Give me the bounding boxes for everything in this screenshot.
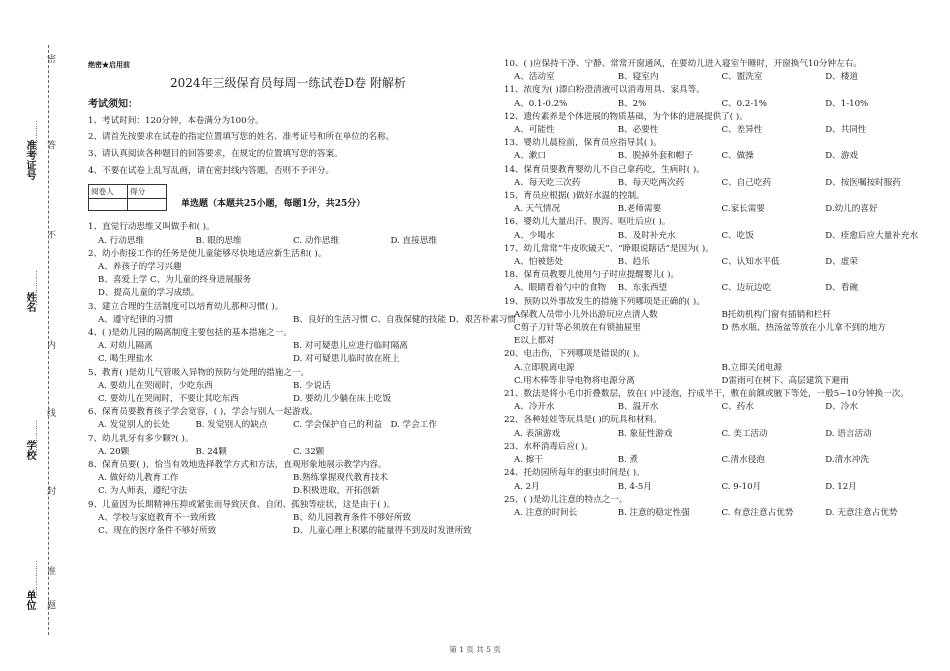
name-field[interactable]: …………… <box>34 270 43 305</box>
answer-option[interactable]: A保教人员带小儿外出游玩应点清人数 <box>514 309 658 320</box>
question-options <box>504 362 929 388</box>
answer-option <box>722 335 930 348</box>
seal-word-da: 答 <box>45 140 55 149</box>
answer-option[interactable]: C剪子刀针等必须放在有锁抽屉里 <box>514 323 641 334</box>
question-options <box>504 309 929 349</box>
answer-option[interactable]: C. 32颗 <box>293 446 325 457</box>
question-options <box>504 71 929 84</box>
question-text: 17、幼儿常常“牛皮吹破天”、“睁眼说瞎话”是因为( )。 <box>504 243 714 254</box>
section-title: 单选题（本题共25小题，每题1分，共25分） <box>181 199 366 210</box>
answer-option[interactable]: D. 对可疑患儿临时放在班上 <box>293 354 400 365</box>
question-text: 8、保育员要( )，恰当有效地选择教学方式和方法，直观形象地展示教学内容。 <box>88 460 387 471</box>
answer-option[interactable]: A. 表演游戏 <box>514 428 561 439</box>
answer-option[interactable]: B、喜爱上学 C、为儿童的终身进展服务 <box>98 275 252 286</box>
answer-option[interactable]: A、每天吃三次药 <box>514 177 581 188</box>
answer-option[interactable]: C. 为人师表，遵纪守法 <box>98 486 188 497</box>
answer-option[interactable]: D、游戏 <box>825 151 858 162</box>
question-text: 11、浓度为( )漂白粉澄清液可以消毒用具、家具等。 <box>504 85 705 96</box>
question-text: 12、遗传素养是个体进展的物质基础，为个体的进展提供了( )。 <box>504 111 748 122</box>
answer-option[interactable]: B、及时补充水 <box>617 230 676 241</box>
seal-word-bu: 不 <box>45 230 55 239</box>
answer-option[interactable]: A、眼睛看着勺中的食物 <box>514 283 607 294</box>
note-item: 3、请认真阅读各种题目的回答要求，在规定的位置填写您的答案。 <box>88 149 343 160</box>
answer-option[interactable]: D. 12月 <box>825 481 857 492</box>
question-text: 4、( )是幼儿园的隔离制度主要包括的基本措施之一。 <box>88 328 292 339</box>
answer-option[interactable]: A、学校与家庭教育不一致所致 <box>98 512 216 523</box>
binding-margin <box>0 0 80 671</box>
question-options <box>504 230 929 243</box>
answer-option[interactable]: B、2% <box>617 98 647 109</box>
answer-option[interactable]: C、边玩边吃 <box>721 283 772 294</box>
seal-word-ti: 题 <box>45 600 55 609</box>
answer-option[interactable]: C. 有意注意占优势 <box>721 507 794 518</box>
answer-option[interactable]: A、养孩子的学习兴趣 <box>98 262 182 273</box>
answer-option[interactable]: B. 4-5月 <box>617 481 652 492</box>
question-options <box>88 419 488 432</box>
answer-option[interactable]: B、温开水 <box>617 402 659 413</box>
question-options <box>88 340 488 366</box>
answer-option[interactable]: C、0.2-1% <box>721 98 767 109</box>
notes-heading: 考试须知： <box>88 99 138 111</box>
question-text: 20、电击伤，下列哪项是错误的( )。 <box>504 349 645 360</box>
answer-option[interactable]: A. 2月 <box>514 481 540 492</box>
question-text: 3、建立合理的生活制度可以培育幼儿那种习惯( )。 <box>88 301 284 312</box>
answer-option[interactable]: C.清水侵泡 <box>721 455 765 466</box>
answer-option[interactable]: C、现在的医疗条件不够好所致 <box>98 526 217 537</box>
questions-right <box>504 58 929 520</box>
answer-option[interactable]: B. 对可疑患儿应进行临时隔离 <box>293 341 408 352</box>
answer-option[interactable]: A. 对幼儿隔离 <box>98 341 153 352</box>
answer-option[interactable]: A、0.1-0.2% <box>514 98 568 109</box>
answer-option[interactable]: A. 要幼儿在哭闹时，少吃东西 <box>98 380 213 391</box>
answer-option[interactable]: B、趋乐 <box>617 257 650 268</box>
school-label: 学校 <box>24 440 35 460</box>
question-options <box>504 507 929 520</box>
answer-option[interactable]: B.立即关闭电源 <box>721 362 783 373</box>
school-field[interactable]: …………… <box>34 420 43 455</box>
answer-option[interactable]: B. 发觉别人的缺点 <box>195 420 268 431</box>
answer-option[interactable]: A. 天气情况 <box>514 204 561 215</box>
question-options <box>504 401 929 414</box>
question-text: 15、育员应根据( )做好水温的控制。 <box>504 191 645 202</box>
question-text: 16、婴幼儿大量出汗、腹泻、呕吐后应( )。 <box>504 217 671 228</box>
seal-word-nei: 内 <box>45 340 55 349</box>
question-text: 5、教育( )是幼儿气管吸入异物的预防与处理的措施之一。 <box>88 367 310 378</box>
question-text: 24、托幼园所每年的驱虫时间是( )。 <box>504 468 645 479</box>
reviewer-cell[interactable] <box>89 199 128 211</box>
page-footer: 第 1 页 共 5 页 <box>449 645 501 654</box>
question-text: 18、保育员教婴儿使用勺子时应提醒婴儿( )。 <box>504 270 680 281</box>
answer-option[interactable]: D、提高儿童的学习成绩。 <box>98 288 200 299</box>
answer-option[interactable]: D.积极进取，开拓创新 <box>293 486 380 497</box>
answer-option[interactable]: C. 美工活动 <box>721 428 768 439</box>
question-text: 2、幼小衔接工作的任务是使儿童能够尽快地适应新生活和( )。 <box>88 248 327 259</box>
answer-option[interactable]: C. 学会保护自己的利益 <box>293 420 383 431</box>
note-item: 4、不要在试卷上乱写乱画，请在密封线内答题，否则不予评分。 <box>88 166 335 176</box>
answer-option[interactable]: C.用木棒等非导电物将电源分离 <box>514 375 635 386</box>
question-text: 14、保育员要教育婴幼儿不自己拿药吃，生病时( )。 <box>504 164 705 175</box>
question-text: 7、幼儿乳牙有多少颗?( )。 <box>88 433 194 444</box>
note-item: 2、请首先按要求在试卷的指定位置填写您的姓名、准考证号和所在单位的名称。 <box>88 132 395 143</box>
answer-option[interactable]: A、活动室 <box>514 72 555 83</box>
answer-option[interactable]: D、1-10% <box>825 98 869 109</box>
question-options <box>504 203 929 216</box>
answer-option[interactable]: C. 喝生理盐水 <box>98 354 153 365</box>
answer-option[interactable]: B.老师需要 <box>617 204 662 215</box>
answer-option[interactable]: A、怕被惩处 <box>514 257 564 268</box>
answer-option[interactable]: B、必要性 <box>617 125 659 136</box>
question-text: 1、直觉行动思维又叫做手和( )。 <box>88 222 215 233</box>
answer-option[interactable]: D. 直接思维 <box>390 235 437 246</box>
answer-option[interactable]: D、按医嘱按时服药 <box>825 177 901 188</box>
notes-list <box>88 115 488 179</box>
question-options <box>504 98 929 111</box>
seal-word-mi: 密 <box>45 54 55 63</box>
question-text: 21、数法是将小毛巾折叠数层，放在( )中浸泡，拧成半干，敷在前额或腋下等处，一般5~10分钟换一次。 <box>504 389 909 400</box>
answer-option[interactable]: D. 无意注意占优势 <box>825 507 898 518</box>
unit-field[interactable]: …………… <box>34 560 43 595</box>
question-options <box>504 481 929 494</box>
seal-word-zhun: 准 <box>45 566 55 575</box>
answer-option[interactable]: A、漱口 <box>514 151 546 162</box>
answer-option[interactable]: D、虚荣 <box>825 257 858 268</box>
answer-option[interactable]: B. 象征性游戏 <box>617 428 673 439</box>
answer-option[interactable]: D.清水冲洗 <box>825 455 869 466</box>
answer-option[interactable]: C.家长需要 <box>721 204 765 215</box>
answer-option[interactable]: C、做操 <box>721 151 754 162</box>
question-options <box>88 261 488 301</box>
answer-option[interactable]: C、认知水平低 <box>721 257 780 268</box>
answer-option[interactable]: A. 做好幼儿教育工作 <box>98 473 179 484</box>
exam-title: 2024年三级保育员每周一练试卷D卷 附解析 <box>170 76 406 91</box>
answer-option[interactable]: D. 学会工作 <box>390 420 437 431</box>
seal-word-xian: 线 <box>45 408 55 417</box>
question-options <box>504 428 929 441</box>
question-text: 25、( )是幼儿注意的特点之一。 <box>504 494 628 505</box>
answer-option[interactable]: D. 要幼儿少躺在床上吃饭 <box>293 394 391 405</box>
answer-option[interactable]: B、每天吃两次药 <box>617 177 685 188</box>
name-label: 姓名 <box>24 292 35 312</box>
answer-option[interactable]: B. 注意的稳定性强 <box>617 507 690 518</box>
answer-option[interactable]: E以上都对 <box>514 336 555 347</box>
answer-option[interactable]: B. 煮 <box>617 455 639 466</box>
answer-option[interactable]: A. 行动思维 <box>98 235 145 246</box>
left-column <box>88 58 516 538</box>
answer-option[interactable]: C. 动作思维 <box>293 235 340 246</box>
question-options <box>504 454 929 467</box>
answer-option[interactable]: C、药水 <box>721 402 754 413</box>
answer-option[interactable]: D、痊愈后应大量补充水 <box>825 230 919 241</box>
answer-option[interactable]: B. 少说话 <box>293 380 331 391</box>
answer-option[interactable]: D、楼道 <box>825 72 858 83</box>
answer-option[interactable]: A. 注意的时间长 <box>514 507 578 518</box>
answer-option[interactable]: A. 擦干 <box>514 455 543 466</box>
question-text: 19、预防以外事故发生的措施下列哪项是正确的( )。 <box>504 296 705 307</box>
question-options <box>504 282 929 295</box>
question-options <box>88 512 488 538</box>
answer-option[interactable]: A、可能性 <box>514 125 555 136</box>
question-options <box>504 177 929 190</box>
questions-left <box>88 221 516 538</box>
answer-option[interactable]: D、共同性 <box>825 125 867 136</box>
answer-option[interactable]: D 热水瓶、热汤盆等放在小儿拿不到的地方 <box>721 323 886 334</box>
answer-option[interactable]: B、良好的生活习惯 C、自我保健的技能 D、艰苦朴素习惯 <box>293 314 516 325</box>
unit-label: 单位 <box>24 590 35 610</box>
question-options <box>88 472 488 498</box>
answer-option[interactable]: C、吃饭 <box>721 230 754 241</box>
answer-option[interactable]: D、看碗 <box>825 283 858 294</box>
question-options <box>504 256 929 269</box>
question-options <box>504 124 929 137</box>
answer-option[interactable]: D雷雨可在树下、高层建筑下避雨 <box>721 375 849 386</box>
question-options <box>88 314 516 327</box>
question-options <box>88 380 488 406</box>
secret-mark: 绝密★启用前 <box>88 60 130 69</box>
answer-option <box>391 446 489 459</box>
answer-option[interactable]: D、儿童心理上积累的能量得不到及时发泄所致 <box>293 526 472 537</box>
answer-option[interactable]: A. 发觉别人的长处 <box>98 420 170 431</box>
answer-option[interactable]: B. 眼的思维 <box>195 235 242 246</box>
question-options <box>88 235 488 248</box>
answer-option[interactable]: D.幼儿的喜好 <box>825 204 878 215</box>
admission-number-label: 准考证号 <box>24 140 35 180</box>
question-text: 22、各种娃娃等玩具是( )的玩具和材料。 <box>504 415 662 426</box>
answer-option[interactable]: A、少喝水 <box>514 230 555 241</box>
answer-option[interactable]: C、盥洗室 <box>721 72 763 83</box>
answer-option[interactable]: C. 要幼儿在哭闹时，不要让其吃东西 <box>98 394 239 405</box>
answer-option[interactable]: D、冷水 <box>825 402 858 413</box>
answer-option[interactable]: C. 9-10月 <box>721 481 762 492</box>
question-text: 9、儿童因为长期精神压抑或紧张而导致厌食、自闭、孤独等症状，这是由于( )。 <box>88 499 396 510</box>
answer-option[interactable]: B、脱掉外套和帽子 <box>617 151 693 162</box>
answer-option[interactable]: B托幼机构门窗有插销和栏杆 <box>721 309 831 320</box>
score-label: 得分 <box>128 185 167 199</box>
score-box <box>88 184 167 211</box>
answer-option[interactable]: A、遵守纪律的习惯 <box>98 314 173 325</box>
question-text: 13、婴幼儿晨检前，保育员应指导其( )。 <box>504 138 662 149</box>
question-options <box>504 150 929 163</box>
question-text: 10、( )应保持干净、宁静、常常开窗通风，在要幼儿进入寝室午睡时，开窗换气10分钟左右。 <box>504 59 862 69</box>
seal-word-feng: 封 <box>45 486 55 495</box>
answer-option[interactable]: B、东张西望 <box>617 283 668 294</box>
answer-option[interactable]: C、差异性 <box>721 125 763 136</box>
answer-option[interactable]: B、幼儿园教育条件不够好所致 <box>293 512 412 523</box>
reviewer-label: 阅卷人 <box>89 185 128 199</box>
score-cell[interactable] <box>128 199 167 211</box>
answer-option[interactable]: B、寝室内 <box>617 72 659 83</box>
admission-number-field[interactable]: …………… <box>34 120 43 155</box>
section-header <box>88 184 488 211</box>
answer-option[interactable]: D. 语言活动 <box>825 428 872 439</box>
answer-option[interactable]: B.熟练掌握现代教育技术 <box>293 473 388 484</box>
answer-option[interactable]: A.立即脱离电源 <box>514 362 575 373</box>
answer-option[interactable]: A、冷开水 <box>514 402 555 413</box>
question-text: 6、保育员要教育孩子学会宽容，( )，学会与别人一起游戏。 <box>88 407 318 418</box>
answer-option[interactable]: B. 24颗 <box>195 446 227 457</box>
answer-option[interactable]: A. 20颗 <box>98 446 130 457</box>
right-column <box>504 58 929 520</box>
answer-option[interactable]: C、自己吃药 <box>721 177 772 188</box>
question-text: 23、水杯消毒后应( )。 <box>504 441 594 452</box>
question-options <box>88 446 488 459</box>
note-item: 1、考试时间：120分钟，本卷满分为100分。 <box>88 115 264 126</box>
